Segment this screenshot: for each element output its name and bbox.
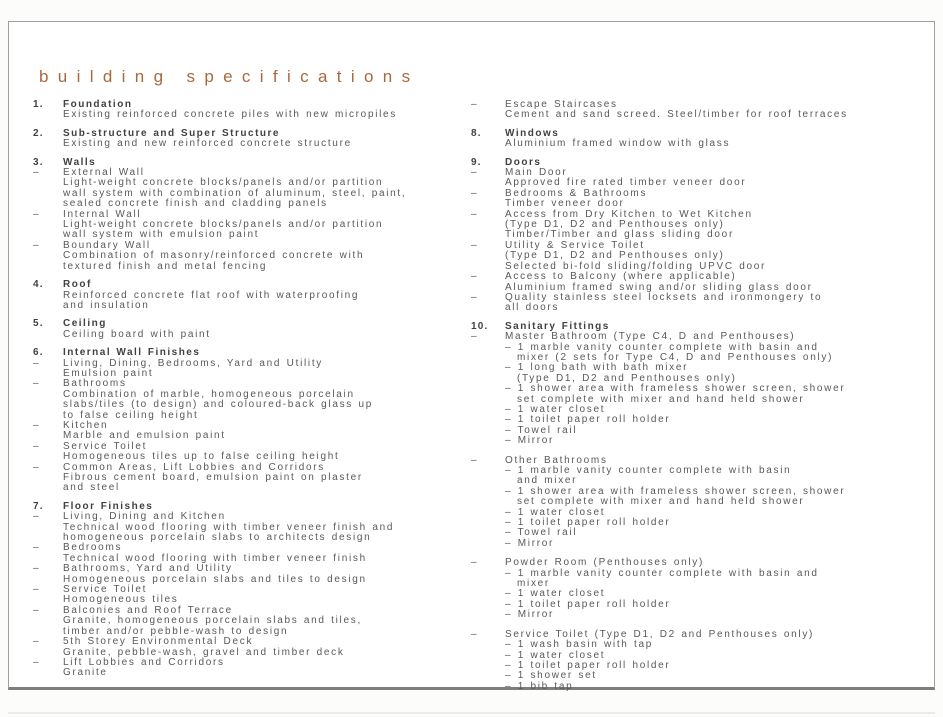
item-dash-marker: – [33,656,41,668]
item-content [63,291,465,312]
section-number: 8. [471,127,482,139]
item-content [63,168,465,210]
spec-item [33,463,465,494]
spec-item [33,606,465,637]
section-number: 10. [471,320,489,332]
spec-line: Homogeneous porcelain slabs and tiles to design [63,573,367,585]
spec-item [33,442,465,463]
spec-line: Approved fire rated timber veneer door [505,177,747,189]
item-content [63,442,465,463]
page-title: building specifications [39,67,420,86]
spec-item [33,168,465,210]
fixture-line: – Mirror [505,609,555,621]
spec-line: Homogeneous tiles [63,594,179,606]
spec-line: Access to Balcony (where applicable) [505,271,737,283]
spec-section [471,158,935,314]
section-heading-row [33,348,465,358]
spec-item [471,189,935,210]
spec-line: Main Door [505,167,568,179]
item-dash-marker: – [471,167,479,179]
spec-line: Bathrooms, Yard and Utility [63,563,233,575]
spec-line: Selected bi-fold sliding/folding UPVC door [505,260,767,272]
spec-line: all doors [505,302,560,314]
spec-item [471,100,935,121]
spec-item [33,210,465,241]
item-dash-marker: – [33,542,41,554]
item-dash-marker: – [33,584,41,596]
spec-item [33,421,465,442]
spec-line: Timber veneer door [505,198,625,210]
item-content [63,139,465,149]
item-content [63,564,465,585]
spec-item [33,359,465,380]
fixture-line: – 1 marble vanity counter complete with basin [505,465,792,476]
fixture-line: – 1 marble vanity counter complete with basin and [505,341,819,353]
fixture-line: – 1 shower area with frameless shower screen, shower [505,383,846,395]
spec-line: Common Areas, Lift Lobbies and Corridors [63,461,325,473]
section-number: 3. [33,156,44,168]
section-title: Windows [505,127,560,139]
item-dash-marker: – [33,239,41,251]
section-number: 4. [33,279,44,291]
item-dash-marker: – [471,239,479,251]
item-dash-marker: – [471,628,479,640]
fixture-line-continuation: set complete with mixer and hand held shower [517,393,805,405]
fixture-line: – 1 water closet [505,403,606,415]
right-column [471,100,935,700]
item-content [63,210,465,241]
spec-item [471,293,935,314]
item-content [505,272,935,293]
spec-item [33,110,465,120]
spec-line: wall system with combination of aluminum, steel, paint, [63,187,407,199]
spec-line: Technical wood flooring with timber veneer finish [63,552,367,564]
spec-line: Aluminium framed swing and/or sliding glass door [505,281,813,293]
section-title: Sanitary Fittings [505,320,610,332]
item-dash-marker: – [471,271,479,283]
item-content [63,463,465,494]
spec-line: Access from Dry Kitchen to Wet Kitchen [505,208,753,220]
item-content [505,241,935,272]
left-column [33,100,465,687]
fixture-line: – 1 toilet paper roll holder [505,659,671,671]
spec-line: wall system with emulsion paint [63,229,260,241]
spec-line: slabs/tiles (to design) and coloured-back glass up [63,399,374,411]
fixture-line: – Towel rail [505,424,578,436]
spec-line: Timber/Timber and glass sliding door [505,229,734,241]
spec-section [33,100,465,121]
spec-line: (Type D1, D2 and Penthouses only) [505,250,725,262]
spec-line: Utility & Service Toilet [505,239,645,251]
section-number: 7. [33,500,44,512]
spec-item [33,139,465,149]
section-title: Doors [505,156,542,168]
item-content [63,512,465,543]
spec-line: and insulation [63,299,150,311]
spec-line: Powder Room (Penthouses only) [505,557,705,569]
item-dash-marker: – [33,604,41,616]
item-dash-marker: – [33,419,41,431]
item-dash-marker: – [33,511,41,523]
spec-item [33,291,465,312]
fixture-line-continuation: (Type D1, D2 and Penthouses only) [517,372,737,384]
fixture-line: – Towel rail [505,527,578,539]
spec-line: Living, Dining, Bedrooms, Yard and Utility [63,357,324,369]
spec-line: Granite, pebble-wash, gravel and timber deck [63,646,345,658]
fixture-line-continuation: mixer (2 sets for Type C4, D and Penthouses only) [517,351,834,363]
spec-item [33,512,465,543]
spec-item [471,168,935,189]
section-number: 1. [33,99,44,110]
item-dash-marker: – [33,440,41,452]
spec-section [471,100,935,121]
spec-line: Bathrooms [63,378,127,390]
fixture-line: – 1 long bath with bath mixer [505,362,689,374]
spec-line: homogeneous porcelain slabs to architects design [63,532,372,544]
spec-line: Aluminium framed window with glass [505,138,731,150]
spec-line: Ceiling board with paint [63,328,211,340]
item-content [63,110,465,120]
item-dash-marker: – [471,99,479,110]
spec-section [33,280,465,311]
item-content [63,241,465,272]
spec-item [33,564,465,585]
spec-line: Existing and new reinforced concrete structure [63,138,352,150]
spec-line: and steel [63,482,120,494]
item-dash-marker: – [471,557,479,569]
spec-line: Escape Staircases [505,99,618,110]
section-number: 6. [33,347,44,359]
spec-section [33,502,465,679]
section-number: 2. [33,127,44,139]
fixture-line-continuation: mixer [517,578,550,590]
item-content [63,658,465,679]
fixture-line: – 1 water closet [505,588,606,600]
spec-line: Other Bathrooms [505,454,608,466]
item-dash-marker: – [33,461,41,473]
spec-line: Granite, homogeneous porcelain slabs and tiles, [63,615,362,627]
item-content [505,332,935,446]
section-heading-row [33,280,465,290]
fixture-line: – 1 toilet paper roll holder [505,414,671,426]
spec-item [33,330,465,340]
fixture-line: – 1 water closet [505,506,606,518]
spec-line: Combination of marble, homogeneous porcelain [63,388,355,400]
item-content [505,210,935,241]
item-content [63,421,465,442]
item-dash-marker: – [33,167,41,179]
spec-line: Cement and sand screed. Steel/timber for roof terraces [505,109,848,121]
item-dash-marker: – [471,208,479,220]
spec-line: Boundary Wall [63,239,151,251]
fixture-line: – 1 toilet paper roll holder [505,517,671,529]
spec-section [33,129,465,150]
fixture-line-continuation: and mixer [517,475,578,487]
item-content [505,293,935,314]
next-page-edge [8,712,935,714]
spec-item [33,379,465,421]
item-dash-marker: – [471,187,479,199]
spec-line: Living, Dining and Kitchen [63,511,226,523]
spec-line: Bedrooms [63,542,123,554]
item-content [505,189,935,210]
fixture-line: – 1 marble vanity counter complete with basin and [505,567,819,579]
section-title: Foundation [63,99,133,110]
fixture-line: – 1 water closet [505,649,606,661]
spec-line: Bedrooms & Bathrooms [505,187,648,199]
spec-section [471,129,935,150]
spec-line: Marble and emulsion paint [63,430,226,442]
spec-section [33,158,465,272]
fixture-line: – 1 toilet paper roll holder [505,598,671,610]
item-content [505,630,935,692]
spec-item [33,241,465,272]
spec-item [33,637,465,658]
item-content [63,585,465,606]
spec-item [471,272,935,293]
spec-line: to false ceiling height [63,409,199,421]
spec-line: Service Toilet (Type D1, D2 and Penthouses only) [505,628,815,640]
section-title: Ceiling [63,318,107,330]
spec-line: Combination of masonry/reinforced concrete with [63,250,365,262]
item-content [505,100,935,121]
spec-item [471,139,935,149]
section-title: Roof [63,279,92,291]
spec-line: Quality stainless steel locksets and ironmongery to [505,291,823,303]
spec-line: Lift Lobbies and Corridors [63,656,225,668]
section-title: Floor Finishes [63,500,154,512]
fixture-line: – Mirror [505,537,555,549]
spec-section [471,322,935,692]
spec-line: (Type D1, D2 and Penthouses only) [505,219,725,231]
spec-line: Emulsion paint [63,367,154,379]
section-title: Sub-structure and Super Structure [63,127,280,139]
spec-line: Light-weight concrete blocks/panels and/or partition [63,219,384,231]
item-dash-marker: – [33,563,41,575]
section-number: 5. [33,318,44,330]
spec-item [471,630,935,692]
item-content [63,637,465,658]
fixture-line-continuation: set complete with mixer and hand held shower [517,496,805,508]
item-content [63,359,465,380]
spec-line: Granite [63,667,108,679]
item-dash-marker: – [471,454,479,466]
item-content [505,139,935,149]
spec-line: Kitchen [63,419,109,431]
spec-line: sealed concrete finish and cladding panels [63,198,328,210]
spec-line: Technical wood flooring with timber veneer finish and [63,521,395,533]
section-title: Walls [63,156,97,168]
item-dash-marker: – [33,378,41,390]
spec-line: Master Bathroom (Type C4, D and Penthouses) [505,331,796,343]
spec-line: Homogeneous tiles up to false ceiling height [63,451,340,463]
item-dash-marker: – [471,331,479,343]
item-content [505,456,935,550]
spec-section [33,348,465,494]
fixture-line: – 1 bib tap [505,680,574,692]
spec-item [471,558,935,620]
item-content [63,606,465,637]
fixture-line: – Mirror [505,435,555,447]
spec-item [471,210,935,241]
spec-item [33,543,465,564]
spec-line: Existing reinforced concrete piles with new micropiles [63,109,398,121]
spec-section [33,319,465,340]
spec-line: Internal Wall [63,208,142,220]
spec-line: Balconies and Roof Terrace [63,604,233,616]
spec-line: Reinforced concrete flat roof with waterproofing [63,289,360,301]
item-dash-marker: – [471,291,479,303]
item-content [505,168,935,189]
fixture-line: – 1 wash basin with tap [505,639,654,651]
spec-item [33,585,465,606]
item-dash-marker: – [33,208,41,220]
item-content [505,558,935,620]
fixture-line: – 1 shower area with frameless shower screen, shower [505,485,846,497]
fixture-line: – 1 shower set [505,670,597,682]
item-content [63,379,465,421]
spec-line: Fibrous cement board, emulsion paint on plaster [63,472,363,483]
spec-line: Light-weight concrete blocks/panels and/or partition [63,177,384,189]
section-number: 9. [471,156,482,168]
item-content [63,330,465,340]
spec-item [471,241,935,272]
spec-item [471,332,935,446]
item-dash-marker: – [33,636,41,648]
spec-line: timber and/or pebble-wash to design [63,625,289,637]
spec-line: External Wall [63,167,145,179]
spec-item [471,456,935,550]
spec-line: Service Toilet [63,440,148,452]
item-dash-marker: – [33,357,41,369]
spec-line: textured finish and metal fencing [63,260,268,272]
item-content [63,543,465,564]
section-title: Internal Wall Finishes [63,347,201,359]
spec-item [33,658,465,679]
spec-line: 5th Storey Environmental Deck [63,636,254,648]
spec-line: Service Toilet [63,584,148,596]
